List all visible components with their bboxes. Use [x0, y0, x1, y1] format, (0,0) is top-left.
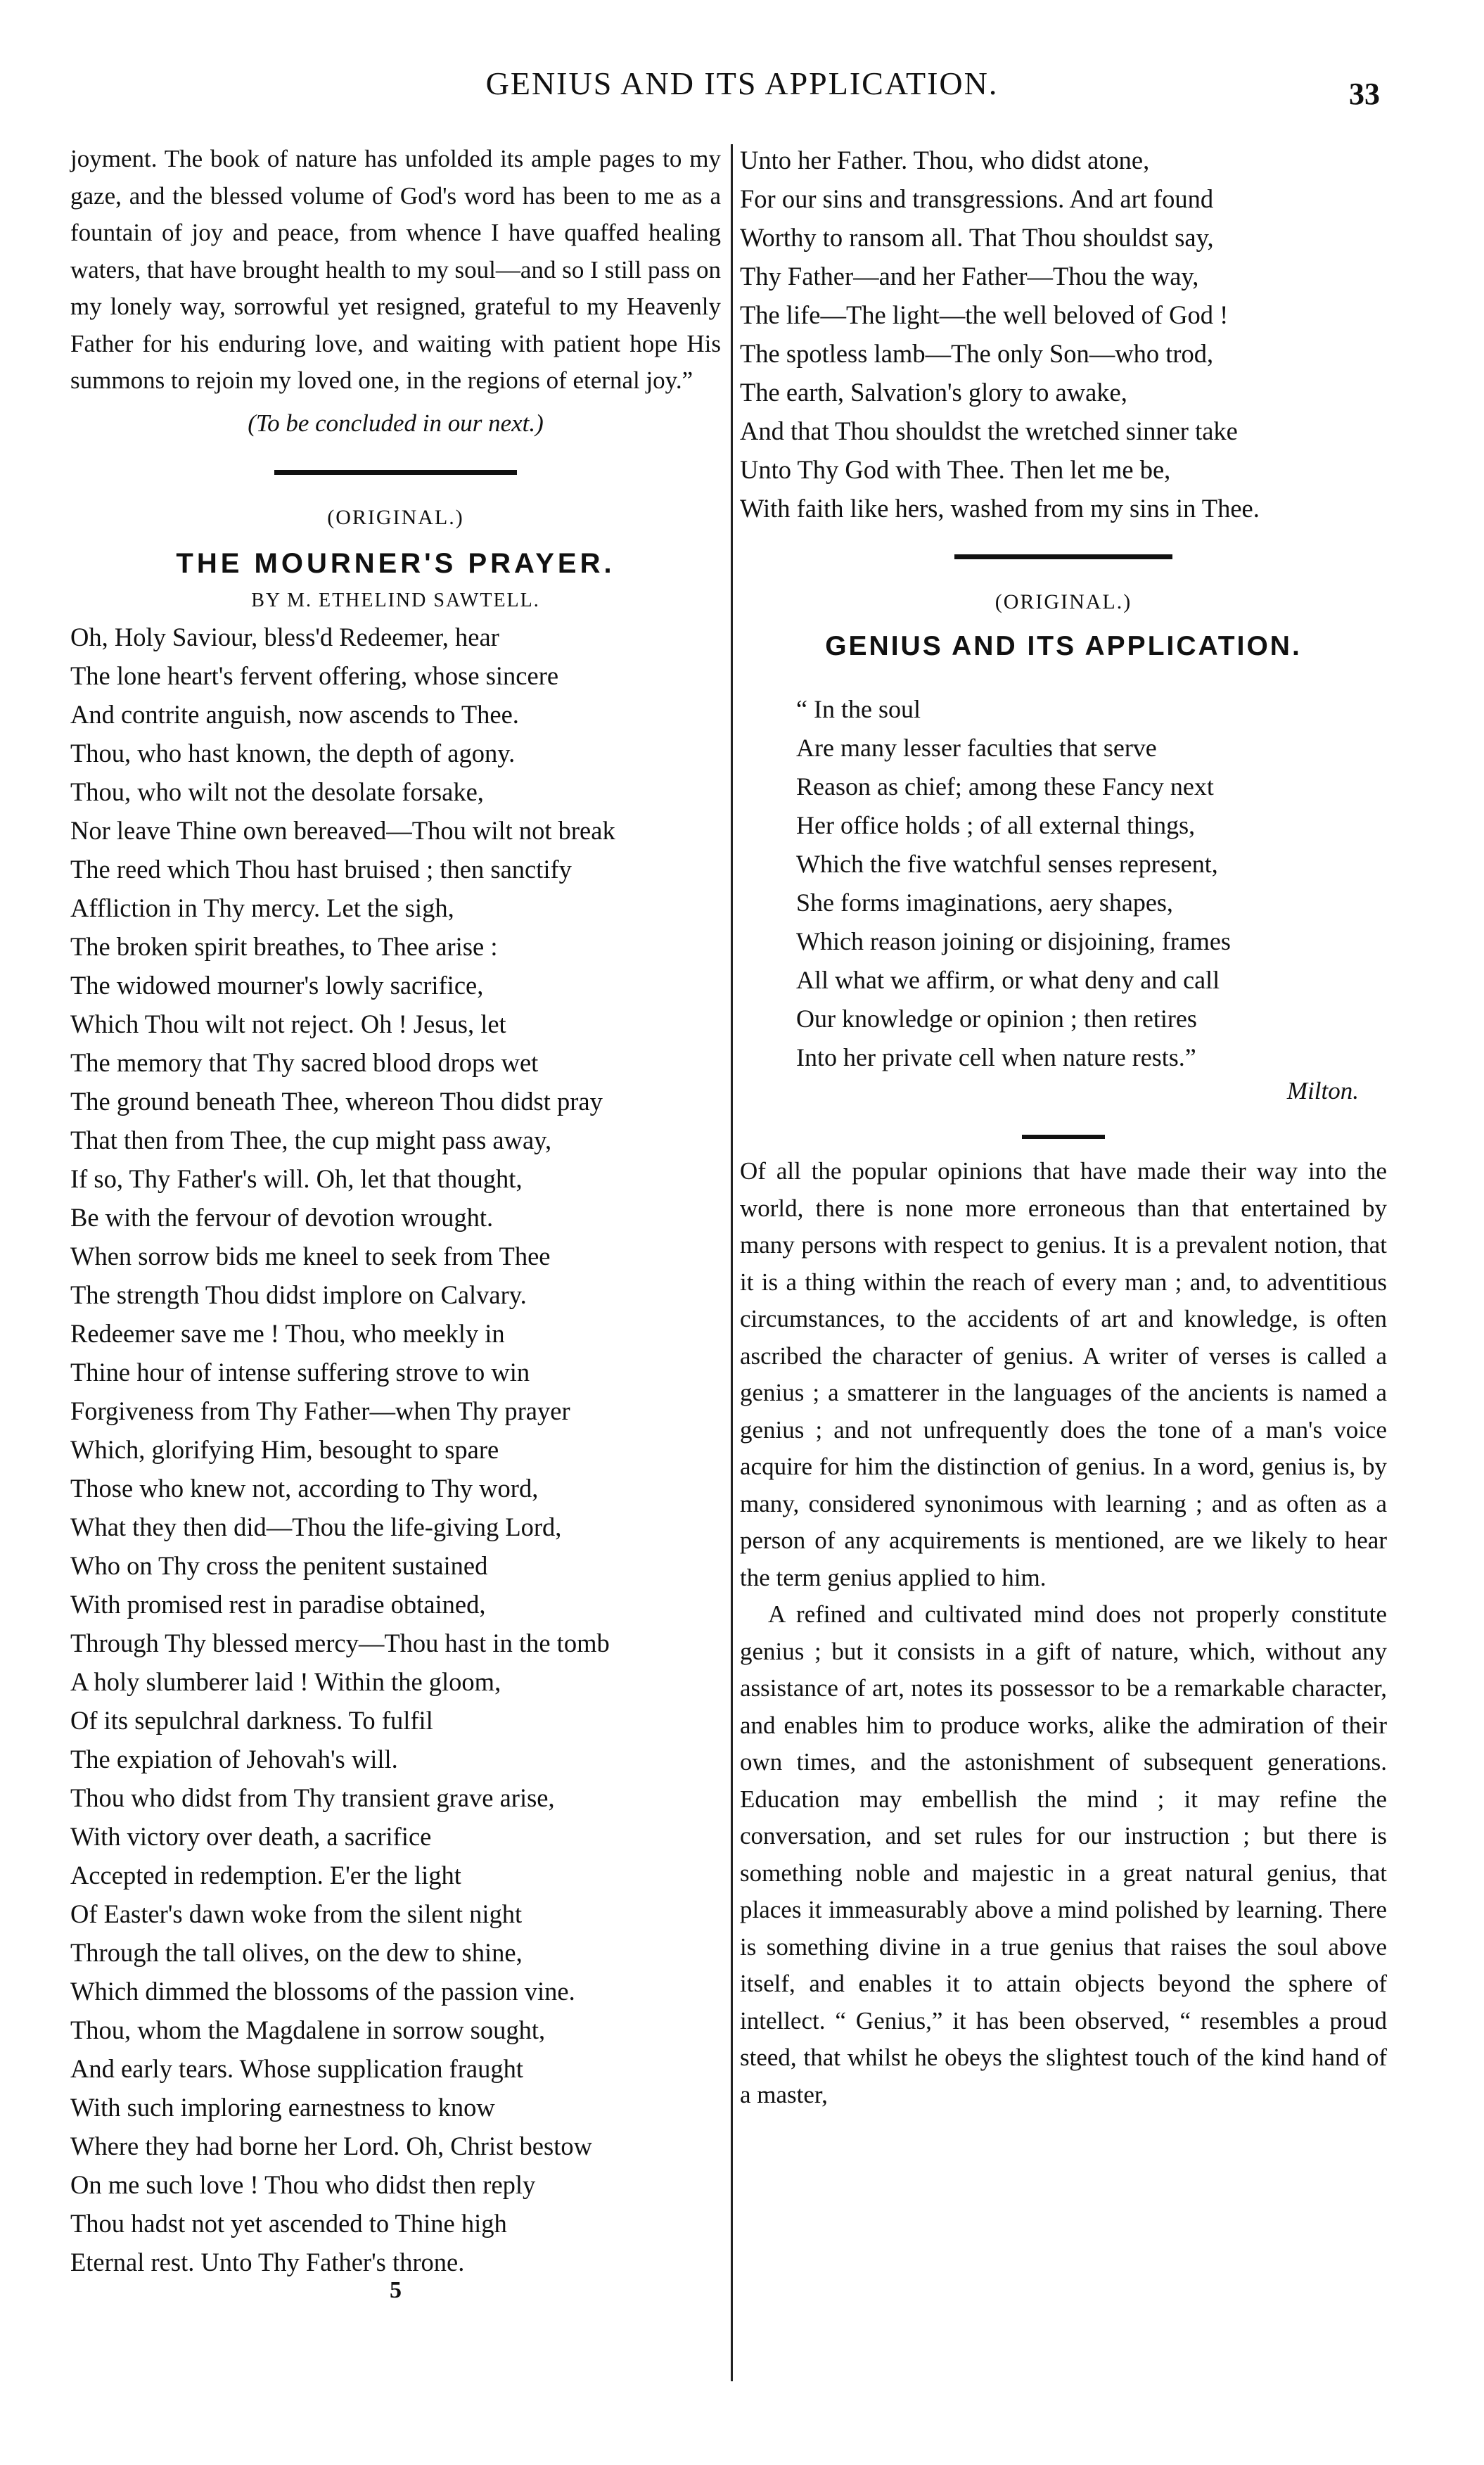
poem-line: With victory over death, a sacrifice	[70, 1821, 432, 1851]
poem-line: Which Thou wilt not reject. Oh ! Jesus, let	[70, 1009, 506, 1038]
poem-line: Of its sepulchral darkness. To fulfil	[70, 1705, 433, 1735]
poem-line: And that Thou shouldst the wretched sinner take	[740, 416, 1238, 445]
poem-line: Unto Thy God with Thee. Then let me be,	[740, 455, 1171, 484]
poem-line: That then from Thee, the cup might pass away,	[70, 1125, 552, 1154]
poem-line: Where they had borne her Lord. Oh, Christ bestow	[70, 2131, 592, 2160]
essay-paragraph: Of all the popular opinions that have made their way into the world, there is none more erroneous than that entertained by many persons with respect to genius. It is a prevalent notion, that it is a thing within the reach of every man ; and, to adventitious circumstances, to the accidents of art and knowledge, is often ascribed the character of genius. A writer of verses is called a genius ; a smatterer in the languages of the ancients is named a genius ; and not unfrequently does the tone of a man's voice acquire for him the distinction of genius. In a word, genius is, by many, considered synonimous with learning ; and as often as a person of any acquirements is mentioned, are we likely to hear the term genius applied to him.	[740, 1157, 1387, 1591]
poem-line: Forgiveness from Thy Father—when Thy prayer	[70, 1396, 570, 1425]
story-paragraph: joyment. The book of nature has unfolded its ample pages to my gaze, and the blessed volume of God's word has been to me as a fountain of joy and peace, from whence I have quaffed healing waters, that have brought health to my soul—and so I still pass on my lonely way, sorrowful yet resigned, grateful to my Heavenly Father for his enduring love, and waiting with patient hope His summons to rejoin my loved one, in the regions of eternal joy.”	[70, 145, 721, 394]
epigraph-line: “ In the soul	[796, 695, 921, 723]
column-divider	[731, 144, 733, 2381]
epigraph-line: She forms imaginations, aery shapes,	[796, 888, 1173, 917]
poem-line: Those who knew not, according to Thy word,	[70, 1473, 539, 1503]
poem-line: Thou hadst not yet ascended to Thine high	[70, 2208, 507, 2238]
poem-line: With promised rest in paradise obtained,	[70, 1589, 486, 1619]
poem-line: Oh, Holy Saviour, bless'd Redeemer, hear	[70, 622, 499, 651]
section-rule-right	[954, 554, 1172, 559]
poem-continuation	[740, 141, 1387, 528]
right-column	[740, 141, 1387, 2113]
epigraph-line: All what we affirm, or what deny and call	[796, 966, 1220, 994]
poem-line: A holy slumberer laid ! Within the gloom,	[70, 1667, 501, 1696]
poem-line: Unto her Father. Thou, who didst atone,	[740, 146, 1150, 174]
poem-line: And contrite anguish, now ascends to Thee.	[70, 699, 519, 729]
epigraph-line: Our knowledge or opinion ; then retires	[796, 1005, 1197, 1033]
epigraph-line: Her office holds ; of all external things,	[796, 811, 1196, 839]
poem-line: Through the tall olives, on the dew to shine,	[70, 1937, 523, 1967]
poem-line: Which dimmed the blossoms of the passion vine.	[70, 1976, 575, 2006]
poem-line: The expiation of Jehovah's will.	[70, 1744, 398, 1773]
poem-line: Be with the fervour of devotion wrought.	[70, 1202, 494, 1232]
essay-rule	[1022, 1135, 1105, 1139]
epigraph-line: Are many lesser faculties that serve	[796, 734, 1157, 762]
poem-line: What they then did—Thou the life-giving Lord,	[70, 1512, 562, 1541]
poem-line: The reed which Thou hast bruised ; then sanctify	[70, 854, 572, 884]
poem-byline: BY M. ETHELIND SAWTELL.	[251, 589, 540, 611]
poem-line: With faith like hers, washed from my sins in Thee.	[740, 494, 1260, 523]
poem-line: And early tears. Whose supplication fraught	[70, 2053, 523, 2083]
poem-lines	[70, 618, 721, 2281]
poem-line: On me such love ! Thou who didst then reply	[70, 2170, 536, 2199]
essay-title: GENIUS AND ITS APPLICATION.	[825, 631, 1302, 661]
poem-line: Thou who didst from Thy transient grave arise,	[70, 1783, 555, 1812]
poem-line: Accepted in redemption. E'er the light	[70, 1860, 461, 1890]
poem-line: Thou, who hast known, the depth of agony.	[70, 738, 516, 767]
running-header-title: GENIUS AND ITS APPLICATION.	[485, 65, 999, 101]
poem-line: Thy Father—and her Father—Thou the way,	[740, 262, 1199, 291]
poem-line: Thou, who wilt not the desolate forsake,	[70, 777, 484, 806]
epigraph-line: Reason as chief; among these Fancy next	[796, 772, 1214, 801]
poem-line: Affliction in Thy mercy. Let the sigh,	[70, 893, 454, 922]
section-rule	[274, 470, 517, 475]
signature-mark: 5	[390, 2276, 402, 2303]
epigraph-line: Which the five watchful senses represent,	[796, 850, 1218, 878]
epigraph-line: Into her private cell when nature rests.”	[796, 1043, 1196, 1071]
poem-line: The memory that Thy sacred blood drops wet	[70, 1047, 539, 1077]
original-label-right: (ORIGINAL.)	[994, 590, 1132, 613]
poem-line: Who on Thy cross the penitent sustained	[70, 1550, 488, 1580]
poem-line: The broken spirit breathes, to Thee arise :	[70, 931, 498, 961]
poem-line: The strength Thou didst implore on Calvary.	[70, 1280, 527, 1309]
poem-line: The life—The light—the well beloved of God !	[740, 300, 1229, 329]
poem-line: If so, Thy Father's will. Oh, let that thought,	[70, 1164, 523, 1193]
poem-line: The earth, Salvation's glory to awake,	[740, 378, 1127, 407]
poem-line: Worthy to ransom all. That Thou shouldst say,	[740, 223, 1214, 252]
poem-line: Nor leave Thine own bereaved—Thou wilt not break	[70, 815, 615, 845]
poem-line: Thine hour of intense suffering strove to win	[70, 1357, 530, 1387]
essay-paragraph: A refined and cultivated mind does not properly constitute genius ; but it consists in a gift of nature, which, without any assistance of art, notes its possessor to be a remarkable character, and enables him to produce works, alike the admiration of their own times, and the astonishment of subsequent generations. Education may embellish the mind ; it may refine the conversation, and set rules for our instruction ; but there is something noble and majestic in a great natural genius, that places it immeasurably above a mind polished by learning. There is something divine in a true genius that raises the soul above itself, and enables it to attain objects beyond the sphere of intellect. “ Genius,” it has been observed, “ resembles a proud steed, that whilst he obeys the slightest touch of the kind hand of a master,	[740, 1600, 1387, 2108]
poem-line: When sorrow bids me kneel to seek from Thee	[70, 1241, 551, 1270]
poem-line: Of Easter's dawn woke from the silent night	[70, 1899, 523, 1928]
left-column	[70, 141, 721, 2304]
original-label: (ORIGINAL.)	[327, 505, 464, 529]
poem-line: For our sins and transgressions. And art found	[740, 184, 1214, 213]
poem-line: Through Thy blessed mercy—Thou hast in the tomb	[70, 1628, 610, 1657]
poem-line: Redeemer save me ! Thou, who meekly in	[70, 1318, 505, 1348]
poem-line: The widowed mourner's lowly sacrifice,	[70, 970, 484, 1000]
page-number: 33	[1349, 77, 1380, 111]
poem-line: The lone heart's fervent offering, whose sincere	[70, 661, 559, 690]
poem-line: With such imploring earnestness to know	[70, 2092, 495, 2122]
poem-line: The ground beneath Thee, whereon Thou didst pray	[70, 1086, 603, 1116]
poem-line: Which, glorifying Him, besought to spare	[70, 1434, 499, 1464]
poem-title: THE MOURNER'S PRAYER.	[176, 547, 615, 579]
poem-line: Eternal rest. Unto Thy Father's throne.	[70, 2247, 465, 2276]
concluded-note: (To be concluded in our next.)	[248, 409, 544, 437]
epigraph-attribution: Milton.	[1286, 1077, 1359, 1104]
poem-line: The spotless lamb—The only Son—who trod,	[740, 339, 1214, 368]
essay-body	[740, 1153, 1387, 2113]
poem-line: Thou, whom the Magdalene in sorrow sought,	[70, 2015, 546, 2044]
epigraph-line: Which reason joining or disjoining, frames	[796, 927, 1231, 955]
epigraph	[740, 690, 1387, 1077]
story-continuation	[70, 141, 721, 400]
